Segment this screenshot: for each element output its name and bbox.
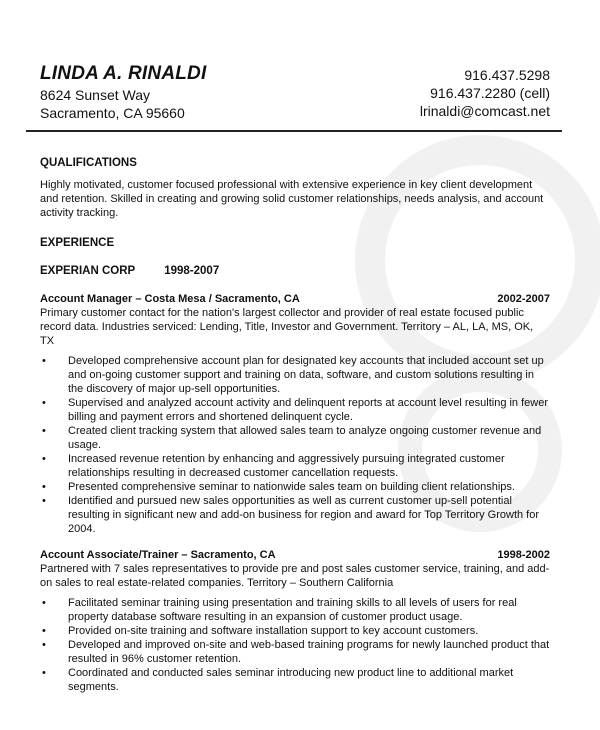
street-address: 8624 Sunset Way [40,87,150,103]
cell-phone: 916.437.2280 (cell) [430,85,550,101]
bullet-icon: • [42,667,46,679]
resume-body [40,156,550,694]
job-years: 1998-2002 [497,549,550,561]
company-name: EXPERIAN CORP [40,265,136,277]
phone: 916.437.5298 [464,67,550,83]
candidate-name: LINDA A. RINALDI [40,63,207,84]
bullet-icon: • [42,355,46,367]
list-item: • Developed and improved on-site and web-based training programs for newly launched product that resulted in 96% customer retention. [42,639,550,665]
bullet-icon: • [42,425,46,437]
email: lrinaldi@comcast.net [419,103,550,119]
list-item: • Supervised and analyzed account activity and delinquent reports at account level resulting in fewer billing and payment errors and shortened delinquent cycle. [42,397,549,423]
city-state-zip: Sacramento, CA 95660 [40,105,185,121]
job-summary: Partnered with 7 sales representatives to provide pre and post sales customer service, training, and add-on sales to real estate-related companies. Territory – Southern California [40,563,550,589]
list-item: • Identified and pursued new sales opportunities as well as current customer up-sell potential resulting in significant new and add-on business for region and award for Top Territory Growth for 2004. [42,495,540,535]
qualifications-text: Highly motivated, customer focused professional with extensive experience in key client development and retention. Skilled in creating and growing solid customer relationships, needs analysis, and account activity tracking. [40,179,544,219]
bullet-icon: • [42,625,46,637]
job-2-bullets [40,596,550,694]
company-years: 1998-2007 [164,265,220,277]
company-line [40,264,550,278]
contact-block [420,66,550,120]
list-item: • Coordinated and conducted sales seminar introducing new product line to additional market segments. [42,667,514,693]
job-title: Account Associate/Trainer – Sacramento, CA [40,549,276,561]
list-item: • Developed comprehensive account plan for designated key accounts that included account set up and on-going customer support and training on data, software, and custom solutions resulting in the discovery of major up-sell opportunities. [42,355,544,395]
job-summary: Primary customer contact for the nation's largest collector and provider of real estate focused public record data. Industries serviced: Lending, Title, Investor and Government. Territory – AL, LA, MS, OK, TX [40,307,534,347]
job-2-header [40,548,550,562]
experience-heading: EXPERIENCE [40,237,115,249]
job-1-header [40,292,550,306]
header-divider [26,130,562,132]
list-item: • Increased revenue retention by enhancing and aggressively pursuing integrated customer relationships resulting in decreased customer cancellation requests. [42,453,505,479]
list-item: • Facilitated seminar training using presentation and training skills to all levels of users for real property database software resulting in an expansion of customer product usage. [42,597,517,623]
job-years: 2002-2007 [497,293,550,305]
resume-header [40,62,550,122]
bullet-icon: • [42,397,46,409]
bullet-icon: • [42,597,46,609]
job-1-bullets [40,354,550,536]
job-title: Account Manager – Costa Mesa / Sacramento, CA [40,293,300,305]
bullet-icon: • [42,495,46,507]
qualifications-heading: QUALIFICATIONS [40,157,137,169]
list-item: • Created client tracking system that allowed sales team to analyze ongoing customer revenue and usage. [42,425,542,451]
list-item: • Provided on-site training and software installation support to key account customers. [42,625,479,637]
bullet-icon: • [42,639,46,651]
bullet-icon: • [42,453,46,465]
bullet-icon: • [42,481,46,493]
list-item: • Presented comprehensive seminar to nationwide sales team on building client relationships. [42,481,515,493]
